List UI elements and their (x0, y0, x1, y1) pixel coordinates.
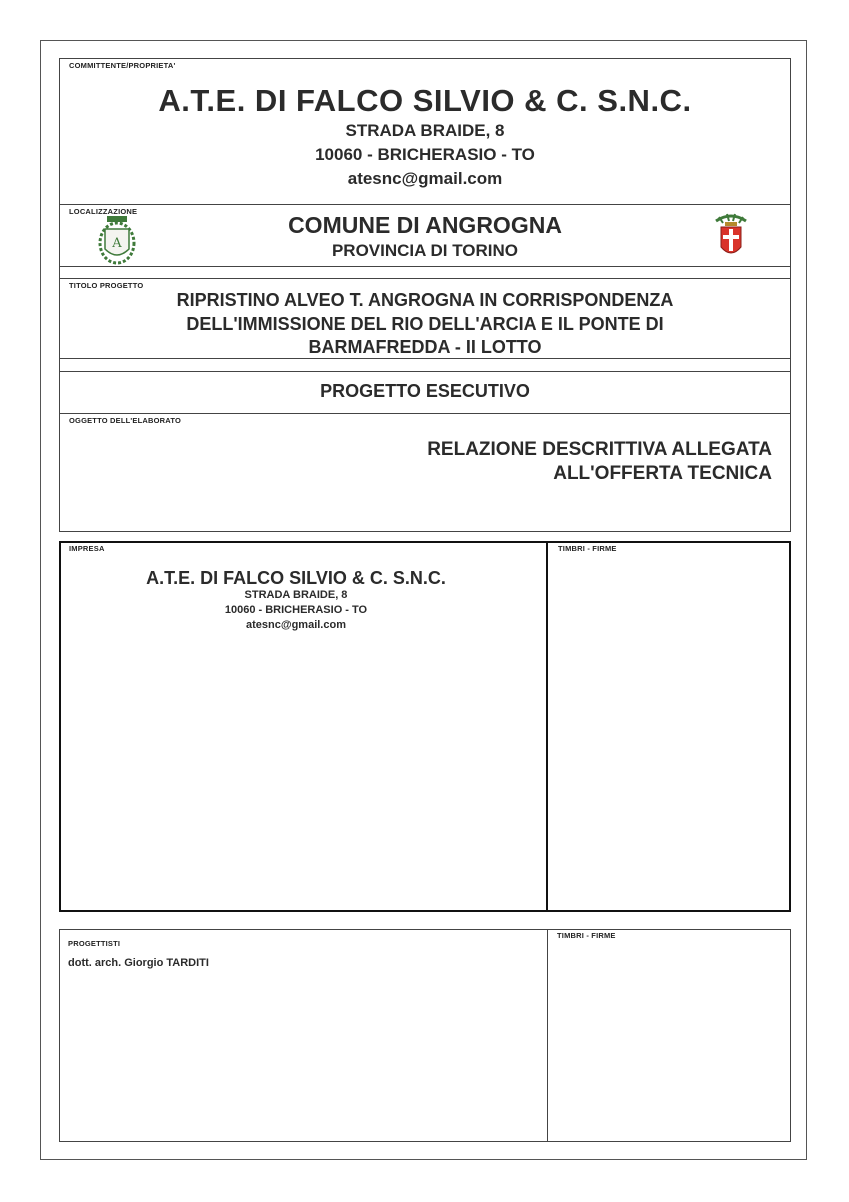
timbri-section-1 (546, 541, 791, 912)
titolo-line-2: DELL'IMMISSIONE DEL RIO DELL'ARCIA E IL PONTE DI (186, 314, 664, 334)
impresa-label: IMPRESA (69, 544, 105, 553)
comune-crest-letter: A (112, 236, 122, 251)
provincia-name: PROVINCIA DI TORINO (331, 241, 519, 260)
committente-label: COMMITTENTE/PROPRIETA' (69, 61, 176, 70)
impresa-email: atesnc@gmail.com (246, 619, 346, 631)
timbri-label-2: TIMBRI - FIRME (557, 931, 616, 940)
titolo-line-1: RIPRISTINO ALVEO T. ANGROGNA IN CORRISPONDENZA (176, 290, 674, 310)
committente-name: A.T.E. DI FALCO SILVIO & C. S.N.C. (158, 83, 692, 118)
provincia-crest-icon (712, 211, 750, 263)
fase-section (59, 371, 791, 414)
progettisti-section (59, 929, 548, 1142)
localizzazione-label: LOCALIZZAZIONE (69, 207, 138, 216)
progettista-name: dott. arch. Giorgio TARDITI (68, 957, 209, 969)
oggetto-line-2: ALL'OFFERTA TECNICA (553, 463, 772, 484)
spacer-band-2 (59, 358, 791, 372)
committente-section (59, 58, 791, 205)
oggetto-section (59, 413, 791, 532)
impresa-city: 10060 - BRICHERASIO - TO (224, 604, 368, 616)
impresa-name: A.T.E. DI FALCO SILVIO & C. S.N.C. (146, 568, 446, 588)
committente-city: 10060 - BRICHERASIO - TO (315, 145, 535, 164)
titolo-label: TITOLO PROGETTO (69, 281, 144, 290)
progettisti-label: PROGETTISTI (68, 939, 121, 948)
impresa-address: STRADA BRAIDE, 8 (244, 589, 348, 601)
timbri-label-1: TIMBRI - FIRME (558, 544, 617, 553)
committente-address: STRADA BRAIDE, 8 (345, 121, 505, 140)
oggetto-line-1: RELAZIONE DESCRITTIVA ALLEGATA (427, 439, 772, 460)
oggetto-label: OGGETTO DELL'ELABORATO (69, 416, 182, 425)
titolo-line-3: BARMAFREDDA - II LOTTO (308, 337, 542, 357)
committente-email: atesnc@gmail.com (347, 169, 503, 188)
fase-text: PROGETTO ESECUTIVO (320, 381, 530, 401)
timbri-section-2 (547, 929, 791, 1142)
titolo-section (59, 278, 791, 359)
localizzazione-section (59, 204, 791, 267)
impresa-section (59, 541, 548, 912)
comune-name: COMUNE DI ANGROGNA (288, 212, 562, 238)
